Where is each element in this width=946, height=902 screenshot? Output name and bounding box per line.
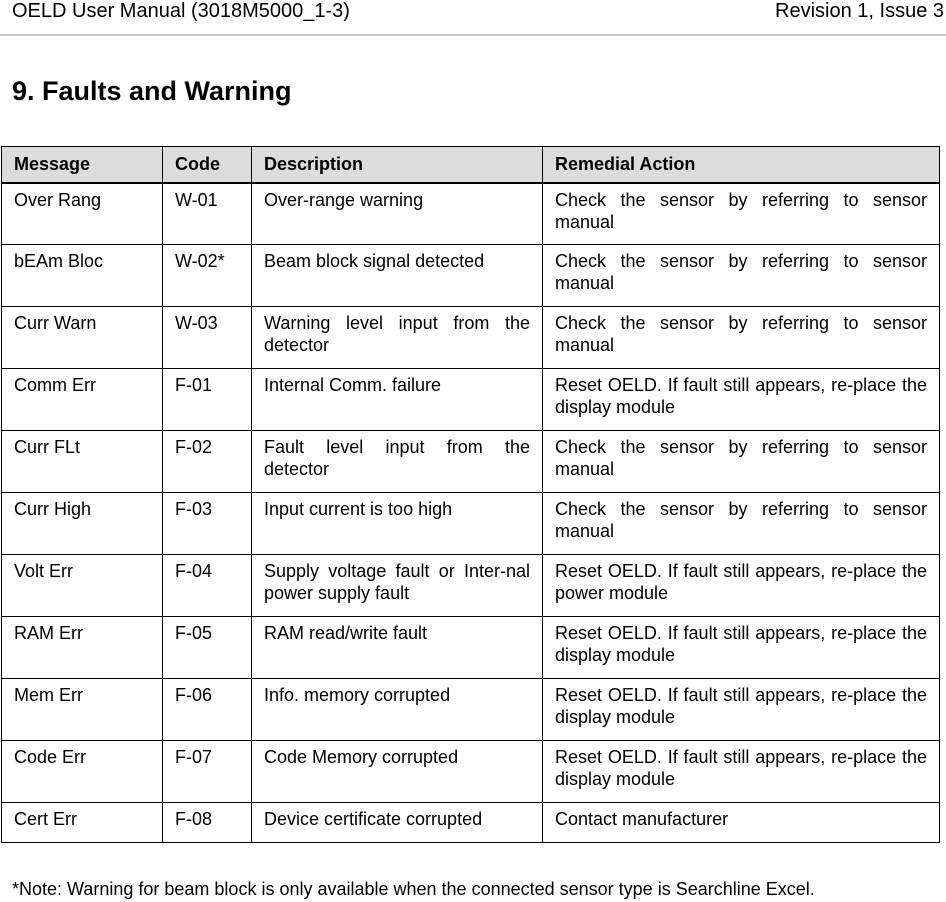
description-cell: Fault level input from the detector — [252, 431, 543, 493]
message-cell: Over Rang — [2, 183, 163, 245]
description-cell: Supply voltage fault or Inter-nal power supply fault — [252, 555, 543, 617]
table-row — [2, 803, 940, 843]
column-header-message: Message — [2, 147, 163, 183]
message-cell: Volt Err — [2, 555, 163, 617]
message-cell: RAM Err — [2, 617, 163, 679]
description-cell: RAM read/write fault — [252, 617, 543, 679]
column-header-description: Description — [252, 147, 543, 183]
document-title: OELD User Manual (3018M5000_1-3) — [12, 0, 350, 22]
message-cell: Code Err — [2, 741, 163, 803]
footnote: *Note: Warning for beam block is only available when the connected sensor type is Searchline Excel. — [12, 879, 815, 899]
column-header-remedial-action: Remedial Action — [543, 147, 940, 183]
action-cell: Reset OELD. If fault still appears, re-place the display module — [543, 741, 940, 803]
action-cell: Check the sensor by referring to sensor manual — [543, 431, 940, 493]
code-cell: F-01 — [163, 369, 252, 431]
message-cell: Curr Warn — [2, 307, 163, 369]
action-cell: Contact manufacturer — [543, 803, 940, 843]
description-cell: Over-range warning — [252, 183, 543, 245]
description-cell: Beam block signal detected — [252, 245, 543, 307]
action-cell: Reset OELD. If fault still appears, re-place the display module — [543, 617, 940, 679]
table-row — [2, 431, 940, 493]
page-header — [0, 0, 946, 36]
code-cell: F-03 — [163, 493, 252, 555]
description-cell: Info. memory corrupted — [252, 679, 543, 741]
action-cell: Reset OELD. If fault still appears, re-place the display module — [543, 369, 940, 431]
code-cell: F-06 — [163, 679, 252, 741]
table-row — [2, 183, 940, 245]
table-row — [2, 555, 940, 617]
message-cell: bEAm Bloc — [2, 245, 163, 307]
code-cell: F-05 — [163, 617, 252, 679]
revision-label: Revision 1, Issue 3 — [775, 0, 944, 22]
table-row — [2, 617, 940, 679]
table-row — [2, 245, 940, 307]
table-row — [2, 493, 940, 555]
description-cell: Input current is too high — [252, 493, 543, 555]
code-cell: F-02 — [163, 431, 252, 493]
message-cell: Cert Err — [2, 803, 163, 843]
action-cell: Check the sensor by referring to sensor manual — [543, 307, 940, 369]
action-cell: Check the sensor by referring to sensor manual — [543, 245, 940, 307]
message-cell: Comm Err — [2, 369, 163, 431]
code-cell: W-02* — [163, 245, 252, 307]
table-row — [2, 369, 940, 431]
action-cell: Reset OELD. If fault still appears, re-place the power module — [543, 555, 940, 617]
action-cell: Check the sensor by referring to sensor manual — [543, 183, 940, 245]
description-cell: Warning level input from the detector — [252, 307, 543, 369]
table-header-row — [2, 147, 940, 183]
code-cell: W-01 — [163, 183, 252, 245]
code-cell: F-04 — [163, 555, 252, 617]
message-cell: Mem Err — [2, 679, 163, 741]
table-row — [2, 307, 940, 369]
code-cell: F-08 — [163, 803, 252, 843]
column-header-code: Code — [163, 147, 252, 183]
faults-table — [1, 146, 940, 843]
description-cell: Code Memory corrupted — [252, 741, 543, 803]
description-cell: Internal Comm. failure — [252, 369, 543, 431]
action-cell: Reset OELD. If fault still appears, re-place the display module — [543, 679, 940, 741]
message-cell: Curr FLt — [2, 431, 163, 493]
code-cell: W-03 — [163, 307, 252, 369]
table-row — [2, 741, 940, 803]
message-cell: Curr High — [2, 493, 163, 555]
description-cell: Device certificate corrupted — [252, 803, 543, 843]
action-cell: Check the sensor by referring to sensor manual — [543, 493, 940, 555]
code-cell: F-07 — [163, 741, 252, 803]
section-title: 9. Faults and Warning — [12, 76, 292, 106]
table-row — [2, 679, 940, 741]
